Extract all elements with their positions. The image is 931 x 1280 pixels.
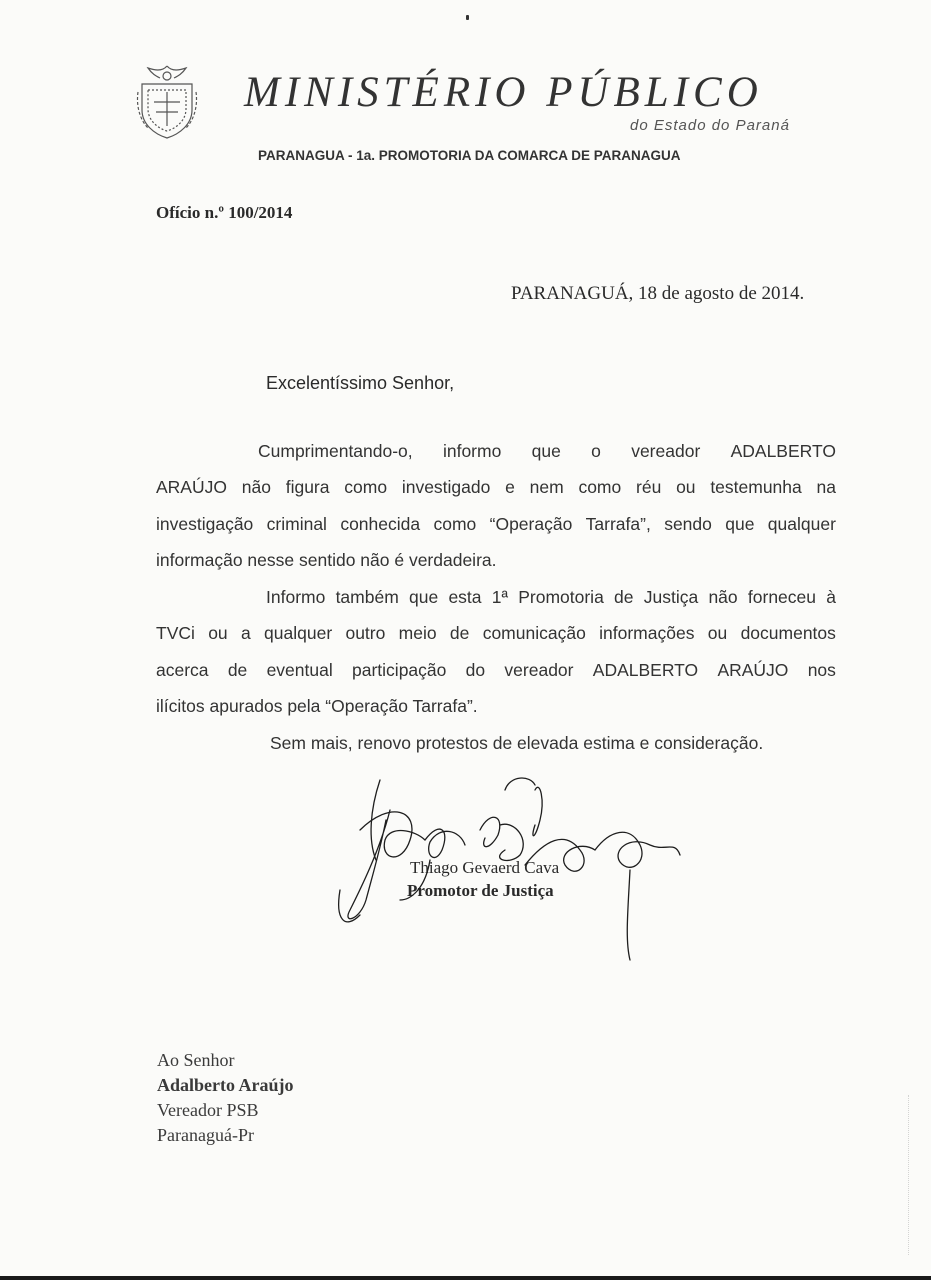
oficio-number: Ofício n.º 100/2014	[156, 203, 293, 222]
addressee-city: Paranaguá-Pr	[157, 1125, 254, 1145]
word: qualquer	[767, 514, 836, 534]
word: nos	[807, 660, 836, 680]
word: vereador	[631, 441, 701, 461]
word: informo	[442, 441, 502, 461]
word: 1ª	[491, 587, 508, 607]
word: “Operação	[489, 514, 573, 534]
word: criminal	[266, 514, 327, 534]
word: nem	[529, 477, 564, 497]
word: que	[725, 514, 755, 534]
word: réu	[636, 477, 662, 497]
word: à	[826, 587, 836, 607]
paragraph-1-line-1	[258, 441, 836, 462]
closing-line: Sem mais, renovo protestos de elevada estima e consideração.	[270, 733, 764, 753]
word: ARAÚJO	[156, 477, 227, 497]
word: que	[531, 441, 561, 461]
paragraph-2-line-2	[156, 623, 836, 644]
word: sendo	[664, 514, 712, 534]
paragraph-2-line-4: ilícitos apurados pela “Operação Tarrafa”.	[156, 696, 478, 716]
word: Justiça	[643, 587, 699, 607]
paragraph-1-line-3	[156, 514, 836, 535]
word: ou	[676, 477, 696, 497]
word: também	[335, 587, 399, 607]
word: como	[433, 514, 477, 534]
word: acerca	[156, 660, 209, 680]
word: do	[465, 660, 486, 680]
word: eventual	[266, 660, 333, 680]
word: vereador	[504, 660, 574, 680]
word: informações	[599, 623, 695, 643]
word: como	[344, 477, 388, 497]
addressee-position: Vereador PSB	[157, 1100, 259, 1120]
word: Tarrafa”,	[585, 514, 651, 534]
word: de	[614, 587, 634, 607]
word: investigado	[401, 477, 491, 497]
paragraph-2-line-3	[156, 660, 836, 681]
salutation: Excelentíssimo Senhor,	[266, 373, 455, 393]
ministerio-subtitle: do Estado do Paraná	[630, 117, 790, 134]
word: forneceu	[747, 587, 816, 607]
word: na	[816, 477, 836, 497]
word: esta	[448, 587, 482, 607]
signer-name: Thiago Gevaerd Cava	[410, 858, 560, 877]
word: Cumprimentando-o,	[258, 441, 413, 461]
word: que	[409, 587, 439, 607]
word: testemunha	[710, 477, 802, 497]
ministerio-title: MINISTÉRIO PÚBLICO	[244, 69, 763, 116]
word: ou	[208, 623, 228, 643]
word: participação	[352, 660, 447, 680]
paragraph-1-line-2	[156, 477, 836, 498]
word: figura	[285, 477, 330, 497]
word: outro	[345, 623, 386, 643]
word: e	[505, 477, 515, 497]
scan-speck	[466, 15, 469, 20]
word: como	[578, 477, 622, 497]
word: de	[449, 623, 470, 643]
word: TVCi	[156, 623, 195, 643]
word: investigação	[156, 514, 254, 534]
word: não	[241, 477, 271, 497]
signer-role: Promotor de Justiça	[407, 881, 554, 900]
paragraph-2-line-1	[266, 587, 836, 608]
margin-stamp	[908, 1095, 917, 1255]
word: documentos	[740, 623, 836, 643]
addressee-name: Adalberto Araújo	[157, 1075, 294, 1095]
word: de	[227, 660, 248, 680]
word: ADALBERTO	[592, 660, 699, 680]
addressee-line-1: Ao Senhor	[157, 1050, 235, 1070]
word: comunicação	[482, 623, 586, 643]
promotoria-heading: PARANAGUA - 1a. PROMOTORIA DA COMARCA DE PARANAGUA	[258, 148, 681, 163]
word: meio	[398, 623, 437, 643]
word: o	[591, 441, 601, 461]
word: Promotoria	[518, 587, 604, 607]
word: a	[240, 623, 251, 643]
word: ARAÚJO	[717, 660, 789, 680]
word: não	[708, 587, 738, 607]
word: ADALBERTO	[730, 441, 836, 461]
scan-edge-line	[0, 1276, 931, 1280]
handwritten-signature	[330, 770, 700, 980]
word: qualquer	[264, 623, 333, 643]
letter-date: PARANAGUÁ, 18 de agosto de 2014.	[511, 283, 805, 304]
word: conhecida	[340, 514, 421, 534]
word: ou	[707, 623, 728, 643]
paragraph-1-line-4: informação nesse sentido não é verdadeira.	[156, 550, 497, 570]
parana-coat-of-arms-icon	[134, 62, 200, 142]
word: Informo	[266, 587, 326, 607]
